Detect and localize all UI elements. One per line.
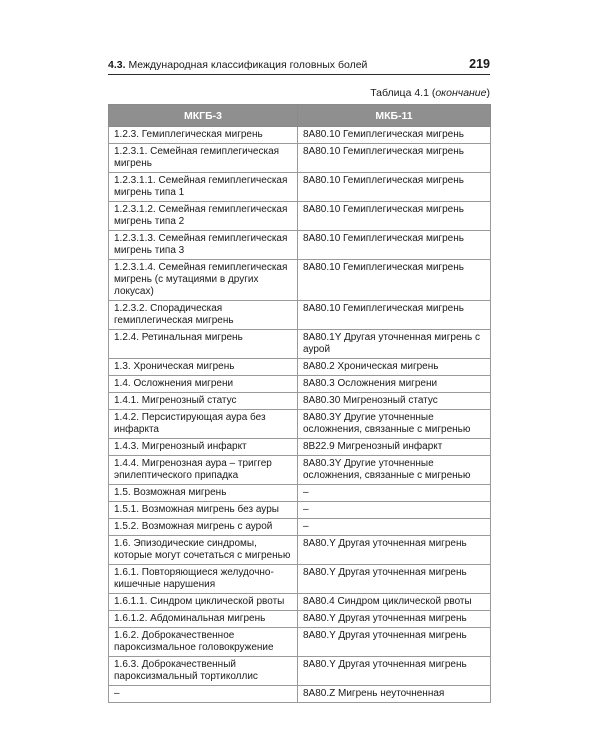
icd-headache-code-cell: 1.2.3.1.3. Семейная гемиплегическая мигрень типа 3 — [109, 231, 298, 260]
section-number: 4.3. — [108, 59, 126, 71]
icd-11-code-cell: 8A80.10 Гемиплегическая мигрень — [298, 173, 491, 202]
table-row — [109, 410, 491, 439]
table-row — [109, 330, 491, 359]
table-row — [109, 456, 491, 485]
table-row — [109, 173, 491, 202]
icd-headache-code-cell: 1.5.1. Возможная мигрень без ауры — [109, 502, 298, 519]
icd-headache-code-cell: 1.3. Хроническая мигрень — [109, 359, 298, 376]
icd-headache-code-cell: 1.2.4. Ретинальная мигрень — [109, 330, 298, 359]
section-heading — [108, 59, 367, 71]
icd-headache-code-cell: 1.4.1. Мигренозный статус — [109, 393, 298, 410]
table-row — [109, 260, 491, 301]
icd-11-code-cell: 8A80.4 Синдром циклической рвоты — [298, 594, 491, 611]
table-row — [109, 144, 491, 173]
table-row — [109, 657, 491, 686]
icd-headache-code-cell: 1.2.3.2. Спорадическая гемиплегическая мигрень — [109, 301, 298, 330]
table-row — [109, 127, 491, 144]
table-row — [109, 301, 491, 330]
column-header-icd-11: МКБ-11 — [298, 105, 491, 127]
icd-11-code-cell: 8A80.Y Другая уточненная мигрень — [298, 657, 491, 686]
table-row — [109, 376, 491, 393]
icd-11-code-cell: 8A80.3Y Другие уточненные осложнения, связанные с мигренью — [298, 410, 491, 439]
table-row — [109, 594, 491, 611]
table-row — [109, 565, 491, 594]
icd-11-code-cell: 8A80.Y Другая уточненная мигрень — [298, 628, 491, 657]
table-row — [109, 202, 491, 231]
running-header — [108, 58, 490, 75]
table-row — [109, 628, 491, 657]
section-title: Международная классификация головных болей — [128, 59, 368, 71]
icd-headache-code-cell: 1.6. Эпизодические синдромы, которые могут сочетаться с мигренью — [109, 536, 298, 565]
table-row — [109, 393, 491, 410]
icd-headache-code-cell: 1.2.3.1.2. Семейная гемиплегическая мигрень типа 2 — [109, 202, 298, 231]
column-header-icd-headache: МКГБ-3 — [109, 105, 298, 127]
icd-headache-code-cell: 1.2.3.1.1. Семейная гемиплегическая мигрень типа 1 — [109, 173, 298, 202]
icd-11-code-cell: – — [298, 502, 491, 519]
caption-close: ) — [486, 87, 490, 99]
icd-headache-code-cell: 1.2.3.1. Семейная гемиплегическая мигрень — [109, 144, 298, 173]
icd-11-code-cell: 8B22.9 Мигренозный инфаркт — [298, 439, 491, 456]
icd-headache-code-cell: 1.4.2. Персистирующая аура без инфаркта — [109, 410, 298, 439]
icd-11-code-cell: 8A80.3Y Другие уточненные осложнения, связанные с мигренью — [298, 456, 491, 485]
icd-11-code-cell: 8A80.Y Другая уточненная мигрень — [298, 611, 491, 628]
table-body — [109, 127, 491, 703]
icd-headache-code-cell: 1.4.4. Мигренозная аура – триггер эпилептического припадка — [109, 456, 298, 485]
icd-11-code-cell: 8A80.10 Гемиплегическая мигрень — [298, 202, 491, 231]
table-row — [109, 611, 491, 628]
caption-continuation-note: окончание — [435, 87, 487, 99]
icd-11-code-cell: 8A80.1Y Другая уточненная мигрень с аурой — [298, 330, 491, 359]
icd-11-code-cell: 8A80.10 Гемиплегическая мигрень — [298, 127, 491, 144]
caption-prefix: Таблица 4.1 ( — [370, 87, 436, 99]
icd-11-code-cell: 8A80.10 Гемиплегическая мигрень — [298, 231, 491, 260]
icd-11-code-cell: 8A80.10 Гемиплегическая мигрень — [298, 260, 491, 301]
icd-headache-code-cell: – — [109, 686, 298, 703]
icd-headache-code-cell: 1.6.1. Повторяющиеся желудочно-кишечные нарушения — [109, 565, 298, 594]
icd-headache-code-cell: 1.6.3. Доброкачественный пароксизмальный тортиколлис — [109, 657, 298, 686]
icd-11-code-cell: 8A80.Y Другая уточненная мигрень — [298, 536, 491, 565]
table-header-row — [109, 105, 491, 127]
table-row — [109, 439, 491, 456]
icd-headache-code-cell: 1.4.3. Мигренозный инфаркт — [109, 439, 298, 456]
table-row — [109, 519, 491, 536]
table-row — [109, 502, 491, 519]
classification-table — [108, 104, 491, 703]
icd-headache-code-cell: 1.5.2. Возможная мигрень с аурой — [109, 519, 298, 536]
icd-headache-code-cell: 1.2.3. Гемиплегическая мигрень — [109, 127, 298, 144]
icd-headache-code-cell: 1.5. Возможная мигрень — [109, 485, 298, 502]
icd-11-code-cell: 8A80.30 Мигренозный статус — [298, 393, 491, 410]
icd-11-code-cell: 8A80.10 Гемиплегическая мигрень — [298, 144, 491, 173]
icd-headache-code-cell: 1.6.1.2. Абдоминальная мигрень — [109, 611, 298, 628]
icd-headache-code-cell: 1.2.3.1.4. Семейная гемиплегическая мигрень (с мутациями в других локусах) — [109, 260, 298, 301]
page-number: 219 — [469, 57, 490, 71]
table-row — [109, 359, 491, 376]
icd-11-code-cell: – — [298, 519, 491, 536]
icd-11-code-cell: 8A80.2 Хроническая мигрень — [298, 359, 491, 376]
table-row — [109, 231, 491, 260]
icd-11-code-cell: 8A80.Y Другая уточненная мигрень — [298, 565, 491, 594]
icd-11-code-cell: 8A80.3 Осложнения мигрени — [298, 376, 491, 393]
table-row — [109, 485, 491, 502]
icd-headache-code-cell: 1.4. Осложнения мигрени — [109, 376, 298, 393]
icd-headache-code-cell: 1.6.2. Доброкачественное пароксизмальное головокружение — [109, 628, 298, 657]
icd-11-code-cell: 8A80.10 Гемиплегическая мигрень — [298, 301, 491, 330]
table-caption — [370, 87, 490, 99]
table-row — [109, 686, 491, 703]
icd-11-code-cell: 8A80.Z Мигрень неуточненная — [298, 686, 491, 703]
icd-11-code-cell: – — [298, 485, 491, 502]
table-row — [109, 536, 491, 565]
icd-headache-code-cell: 1.6.1.1. Синдром циклической рвоты — [109, 594, 298, 611]
